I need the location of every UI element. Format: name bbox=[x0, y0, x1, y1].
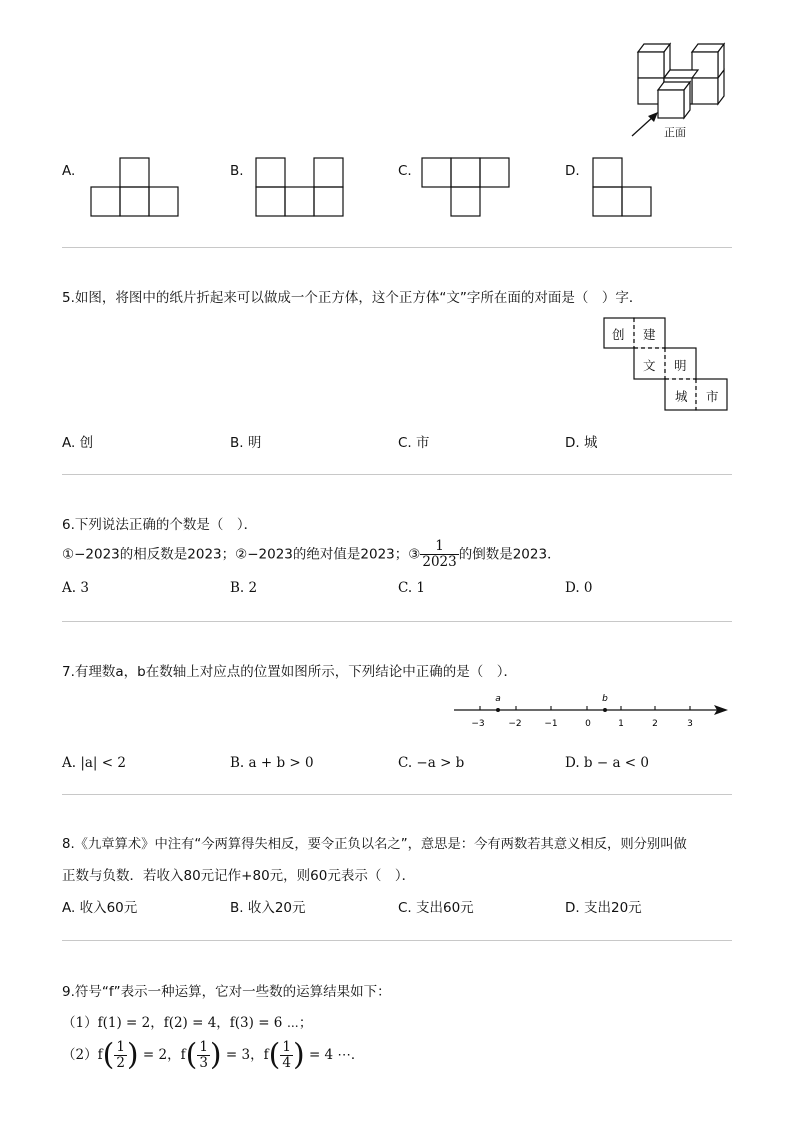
q6-statements bbox=[62, 539, 561, 570]
net-char-1: 创 bbox=[612, 327, 625, 342]
q7-option-d[interactable]: D. b − a < 0 bbox=[565, 755, 649, 771]
divider bbox=[62, 474, 732, 475]
q7-option-c[interactable]: C. −a > b bbox=[398, 755, 465, 771]
divider bbox=[62, 794, 732, 795]
q6-option-b[interactable]: B. 2 bbox=[230, 580, 258, 596]
tick-label: 0 bbox=[585, 719, 591, 729]
divider bbox=[62, 940, 732, 941]
fraction-numerator: 1 bbox=[420, 539, 458, 555]
q4-option-d-label[interactable]: D. bbox=[565, 163, 580, 179]
q9-stem: 9.符号“f”表示一种运算，它对一些数的运算结果如下： bbox=[62, 984, 391, 1000]
q6-option-d[interactable]: D. 0 bbox=[565, 580, 593, 596]
net-char-4: 明 bbox=[674, 358, 687, 373]
q6-option-a[interactable]: A. 3 bbox=[62, 580, 89, 596]
q9-rule-2-part: = 4 ⋯． bbox=[304, 1047, 365, 1063]
q7-stem: 7.有理数a，b在数轴上对应点的位置如图所示，下列结论中正确的是（ ）． bbox=[62, 664, 517, 680]
point-b-dot bbox=[603, 708, 607, 712]
q6-statements-part2: 的倒数是2023． bbox=[458, 546, 561, 563]
q5-option-a[interactable]: A. 创 bbox=[62, 435, 94, 451]
fraction-denominator: 2023 bbox=[422, 554, 457, 570]
fraction-1-over-4 bbox=[280, 1040, 293, 1071]
net-char-3: 文 bbox=[643, 358, 656, 373]
q4-option-b-view[interactable] bbox=[255, 157, 345, 219]
net-char-2: 建 bbox=[643, 327, 656, 342]
q7-option-a[interactable]: A. |a| < 2 bbox=[62, 755, 126, 771]
tick-label: −1 bbox=[544, 719, 558, 729]
point-a-label: a bbox=[495, 694, 501, 704]
tick-label: 3 bbox=[687, 719, 693, 729]
net-char-5: 城 bbox=[675, 389, 688, 404]
number-line-figure bbox=[450, 688, 730, 734]
q8-option-a[interactable]: A. 收入60元 bbox=[62, 900, 138, 916]
q4-option-c-label[interactable]: C. bbox=[398, 163, 412, 179]
net-char-6: 市 bbox=[706, 389, 719, 404]
q9-rule-2-prefix: （2）f bbox=[62, 1047, 103, 1063]
fraction-1-over-2 bbox=[114, 1040, 127, 1071]
q8-option-c[interactable]: C. 支出60元 bbox=[398, 900, 474, 916]
q4-option-b-label[interactable]: B. bbox=[230, 163, 244, 179]
q8-option-d[interactable]: D. 支出20元 bbox=[565, 900, 642, 916]
point-a-dot bbox=[496, 708, 500, 712]
fraction-1-over-3 bbox=[197, 1040, 210, 1071]
q5-option-c[interactable]: C. 市 bbox=[398, 435, 430, 451]
q8-option-b[interactable]: B. 收入20元 bbox=[230, 900, 306, 916]
fraction-numerator: 1 bbox=[116, 1039, 125, 1055]
divider bbox=[62, 621, 732, 622]
fraction-numerator: 1 bbox=[199, 1039, 208, 1055]
tick-label: 2 bbox=[652, 719, 658, 729]
q9-rule-1: （1）f(1) = 2，f(2) = 4，f(3) = 6 ⋯； bbox=[62, 1015, 313, 1031]
fraction-numerator: 1 bbox=[282, 1039, 291, 1055]
fraction-denominator: 3 bbox=[199, 1055, 208, 1071]
tick-label: −2 bbox=[508, 719, 522, 729]
q4-option-c-view[interactable] bbox=[421, 157, 511, 219]
q9-rule-2: （2）f( $\frac{1}{2}$ ) = 2，f( $\frac{1}{3}$ ) = 3，f( $\frac{1}{4}$ ) = 4 ⋯． bbox=[62, 1037, 365, 1073]
q5-option-b[interactable]: B. 明 bbox=[230, 435, 262, 451]
q4-option-a-view[interactable] bbox=[90, 157, 180, 219]
q6-option-c[interactable]: C. 1 bbox=[398, 580, 426, 596]
q8-stem-line2: 正数与负数．若收入80元记作+80元，则60元表示（ ）． bbox=[62, 868, 416, 884]
tick-label: 1 bbox=[618, 719, 624, 729]
q7-option-b[interactable]: B. a + b > 0 bbox=[230, 755, 314, 771]
q4-option-a-label[interactable]: A. bbox=[62, 163, 76, 179]
tick-label: −3 bbox=[471, 719, 485, 729]
point-b-label: b bbox=[602, 694, 608, 704]
fraction-denominator: 2 bbox=[116, 1055, 125, 1071]
q9-rule-2-part: = 3，f bbox=[221, 1047, 269, 1063]
fraction-1-over-2023 bbox=[420, 539, 458, 570]
q6-stem: 6.下列说法正确的个数是（ ）． bbox=[62, 517, 258, 533]
q6-statements-part1: ①−2023的相反数是2023；②−2023的绝对值是2023；③ bbox=[62, 546, 421, 563]
q9-rule-2-part: = 2，f bbox=[138, 1047, 186, 1063]
divider bbox=[62, 247, 732, 248]
q8-stem-line1: 8.《九章算术》中注有“今两算得失相反，要令正负以名之”，意思是：今有两数若其意义相反，则分别叫做 bbox=[62, 837, 687, 852]
front-view-label: 正面 bbox=[664, 126, 686, 139]
fraction-denominator: 4 bbox=[282, 1055, 291, 1071]
q4-option-d-view[interactable] bbox=[592, 157, 654, 219]
q5-option-d[interactable]: D. 城 bbox=[565, 435, 598, 451]
q5-stem: 5.如图，将图中的纸片折起来可以做成一个正方体，这个正方体“文”字所在面的对面是（ ）字． bbox=[62, 290, 643, 306]
